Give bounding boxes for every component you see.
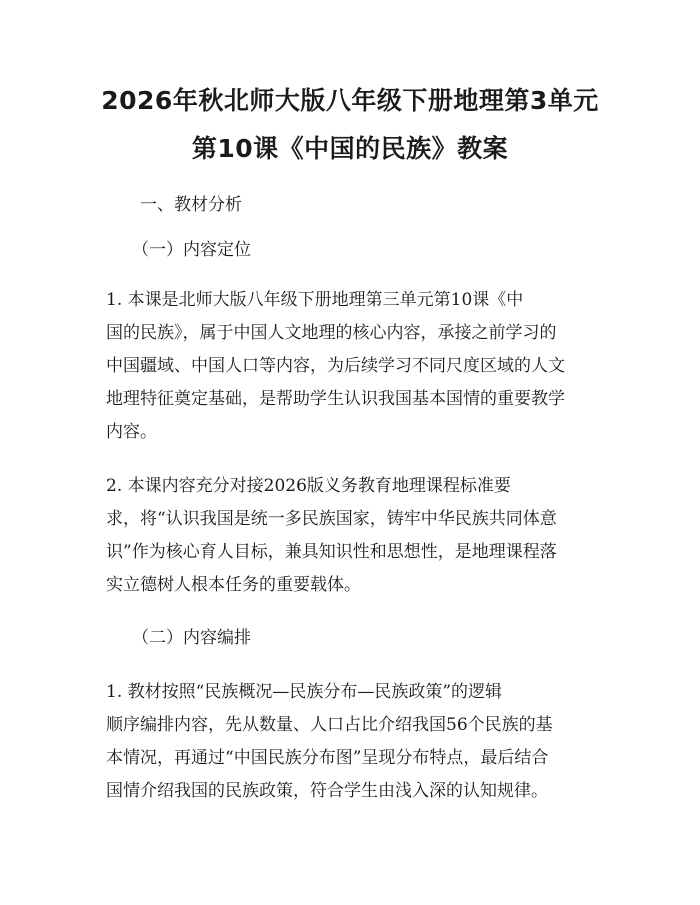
paragraph-line: 2. 本课内容充分对接2026版义务教育地理课程标准要 (106, 476, 511, 496)
paragraph-line: 内容。 (106, 422, 157, 442)
section-heading-textbook-analysis: 一、教材分析 (140, 195, 242, 215)
paragraph-line: 1. 本课是北师大版八年级下册地理第三单元第10课《中 (106, 290, 524, 310)
paragraph-content-arrangement-1 (106, 676, 602, 808)
paragraph-line: 求，将“认识我国是统一多民族国家，铸牢中华民族共同体意 (106, 509, 557, 529)
paragraph-line: 中国疆域、中国人口等内容，为后续学习不同尺度区域的人文 (106, 356, 565, 376)
paragraph-content-positioning-1 (106, 284, 602, 449)
paragraph-line: 国情介绍我国的民族政策，符合学生由浅入深的认知规律。 (106, 781, 548, 801)
paragraph-line: 国的民族》，属于中国人文地理的核心内容，承接之前学习的 (106, 323, 557, 343)
paragraph-line: 地理特征奠定基础，是帮助学生认识我国基本国情的重要教学 (106, 389, 565, 409)
document-title-line-2: 第10课《中国的民族》教案 (191, 134, 509, 163)
paragraph-line: 本情况，再通过“中国民族分布图”呈现分布特点，最后结合 (106, 748, 549, 768)
subsection-heading-content-positioning: （一）内容定位 (132, 240, 251, 260)
document-title-line-1: 2026年秋北师大版八年级下册地理第3单元 (101, 86, 599, 115)
paragraph-line: 识”作为核心育人目标，兼具知识性和思想性，是地理课程落 (106, 542, 557, 562)
paragraph-line: 1. 教材按照“民族概况—民族分布—民族政策”的逻辑 (106, 682, 503, 702)
subsection-heading-content-arrangement: （二）内容编排 (132, 628, 251, 648)
paragraph-line: 实立德树人根本任务的重要载体。 (106, 575, 361, 595)
paragraph-content-positioning-2 (106, 470, 602, 602)
paragraph-line: 顺序编排内容，先从数量、人口占比介绍我国56个民族的基 (106, 715, 553, 735)
